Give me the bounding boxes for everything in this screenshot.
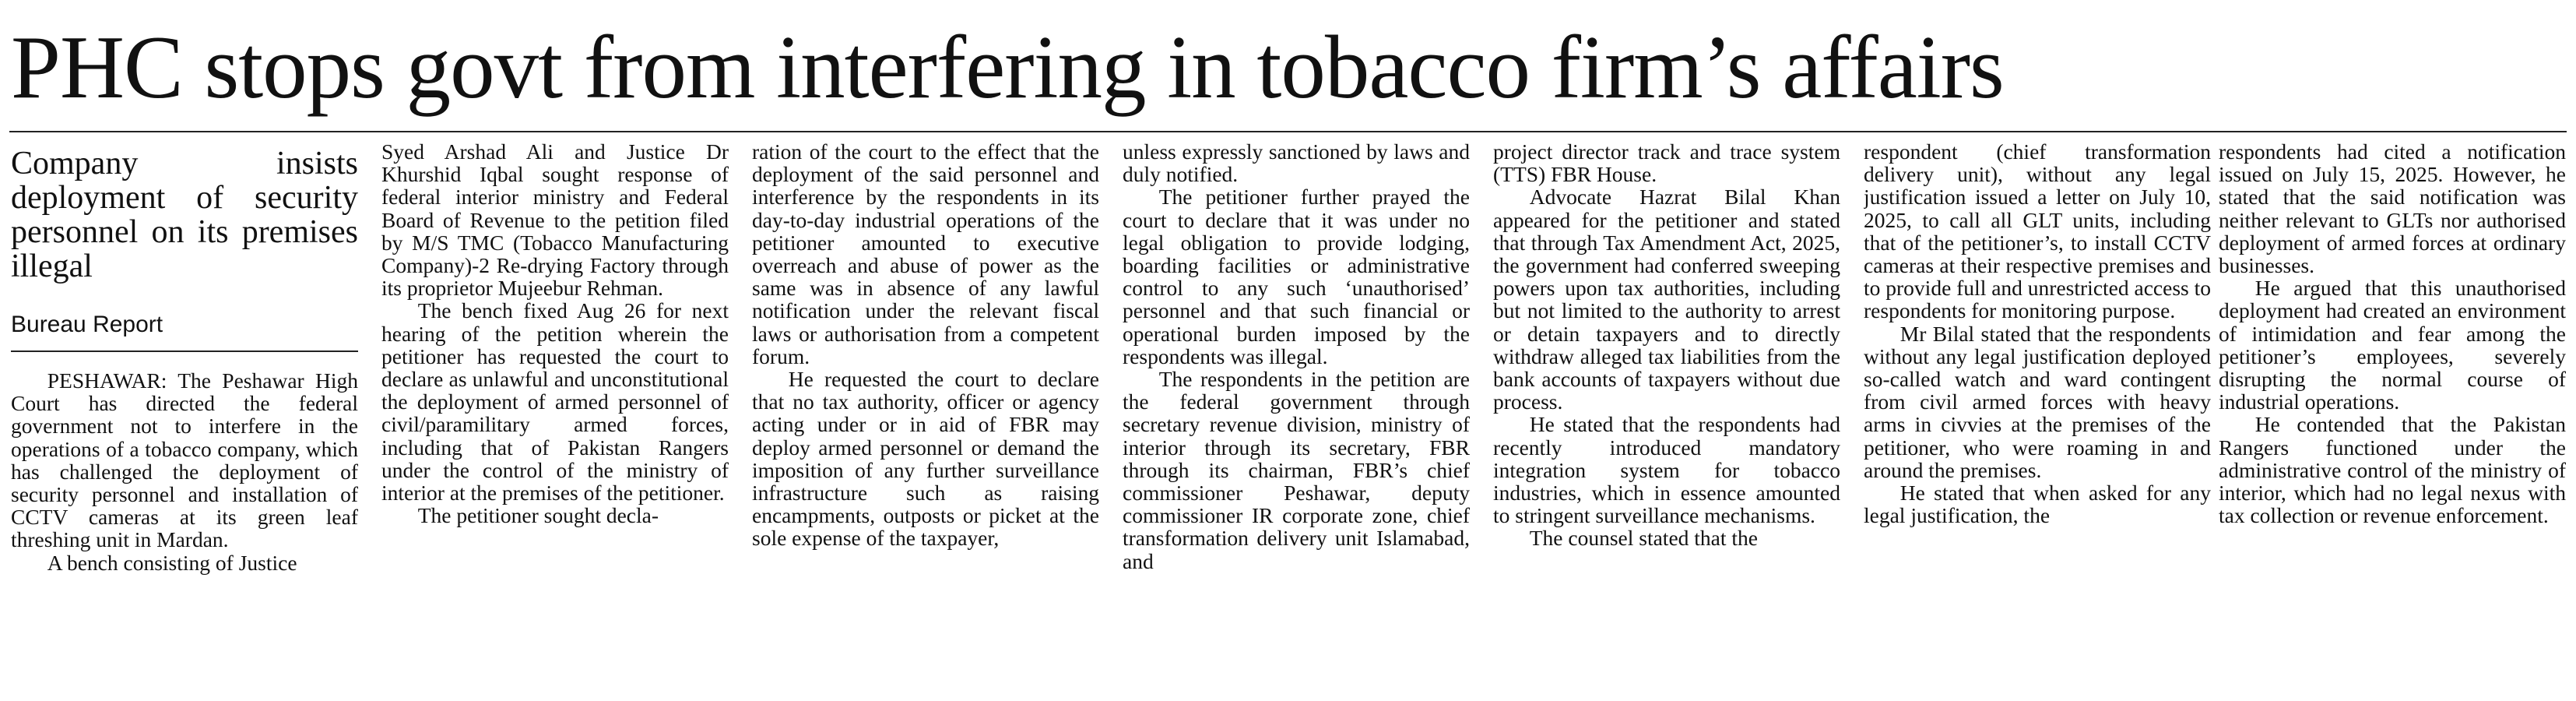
- byline-rule: [11, 350, 358, 352]
- paragraph: unless expressly sanctioned by laws and duly notified.: [1123, 140, 1470, 187]
- article-body: [11, 140, 2566, 697]
- paragraph: The respondents in the petition are the federal government through secretary revenue division, ministry of interior through its secretary, FBR through its chairman, FBR’s chief commissioner Peshawar, deputy commissioner IR corporate zone, chief transformation delivery unit Islamabad, and: [1123, 367, 1470, 573]
- paragraph: He requested the court to declare that no tax authority, officer or agency acting under or in aid of FBR may deploy armed personnel or demand the imposition of any further surveillance infrastructure such as raising encampments, outposts or picket at the sole expense of the taxpayer,: [752, 367, 1099, 551]
- paragraph: The petitioner further prayed the court to declare that it was under no legal obligation to provide lodging, boarding facilities or administrative control to any such ‘unauthorised’ personnel and that such financial or operational burden imposed by the respondents was illegal.: [1123, 185, 1470, 368]
- column-7: [2219, 140, 2566, 697]
- byline: Bureau Report: [11, 312, 163, 337]
- paragraph: He contended that the Pakistan Rangers functioned under the administrative control of the ministry of interior, which had no legal nexus with tax collection or revenue enforcement.: [2219, 412, 2566, 528]
- paragraph: He argued that this unauthorised deployment had created an environment of intimidation and fear among the petitioner’s employees, severely disrupting the normal course of industrial operations.: [2219, 276, 2566, 414]
- column-6: [1864, 140, 2211, 697]
- paragraph: PESHAWAR: The Peshawar High Court has directed the federal government not to interfere in the operations of a tobacco company, which has challenged the deployment of security personnel and installation of CCTV cameras at its green leaf threshing unit in Mardan.: [11, 368, 358, 552]
- column-5: [1493, 140, 1840, 697]
- paragraph: A bench consisting of Justice: [47, 550, 297, 575]
- paragraph: respondents had cited a notification issued on July 15, 2025. However, he stated that the said notification was neither relevant to GLTs nor authorised deployment of armed forces at ordinary businesses.: [2219, 140, 2566, 278]
- column-3: [752, 140, 1099, 697]
- paragraph: The petitioner sought decla-: [417, 503, 659, 528]
- headline: PHC stops govt from interfering in tobacco firm’s affairs: [11, 18, 2004, 117]
- paragraph: The counsel stated that the: [1529, 526, 1758, 551]
- paragraph: Mr Bilal stated that the respondents without any legal justification deployed so-called watch and ward contingent from civil armed forces with heavy arms in civvies at the premises of the petitioner, who were roaming in and around the premises.: [1864, 321, 2211, 482]
- paragraph: He stated that the respondents had recently introduced mandatory integration system for tobacco industries, which in essence amounted to stringent surveillance mechanisms.: [1493, 412, 1840, 528]
- headline-rule: [9, 131, 2567, 132]
- paragraph: The bench fixed Aug 26 for next hearing of the petition wherein the petitioner has requested the court to declare as unlawful and unconstitutional the deployment of armed personnel of civil/paramilitary armed forces, including that of Pakistan Rangers under the control of the ministry of interior at the premises of the petitioner.: [381, 298, 729, 505]
- paragraph: project director track and trace system (TTS) FBR House.: [1493, 140, 1840, 187]
- deck: Company insists deployment of security personnel on its premises illegal: [11, 146, 358, 284]
- column-2: [381, 140, 729, 697]
- paragraph: Syed Arshad Ali and Justice Dr Khurshid Iqbal sought response of federal interior ministry and Federal Board of Revenue to the petition filed by M/S TMC (Tobacco Manufacturing Company)-2 Re-drying Factory through its proprietor Mujeebur Rehman.: [381, 140, 729, 301]
- paragraph: He stated that when asked for any legal justification, the: [1864, 481, 2211, 528]
- paragraph: respondent (chief transformation delivery unit), without any legal justification issued a letter on July 10, 2025, to call all GLT units, including that of the petitioner’s, to install CCTV cameras at their respective premises and to provide full and unrestricted access to respondents for monitoring purpose.: [1864, 140, 2211, 323]
- column-1: [11, 140, 358, 697]
- paragraph: Advocate Hazrat Bilal Khan appeared for the petitioner and stated that through Tax Amendment Act, 2025, the government had conferred sweeping powers upon tax authorities, including but not limited to the authority to arrest or detain taxpayers and to directly withdraw alleged tax liabilities from the bank accounts of taxpayers without due process.: [1493, 185, 1840, 414]
- column-4: [1123, 140, 1470, 697]
- paragraph: ration of the court to the effect that the deployment of the said personnel and interference by the respondents in its day-to-day industrial operations of the petitioner amounted to executive overreach and abuse of power as the same was in absence of any lawful notification under the relevant fiscal laws or authorisation from a competent forum.: [752, 140, 1099, 368]
